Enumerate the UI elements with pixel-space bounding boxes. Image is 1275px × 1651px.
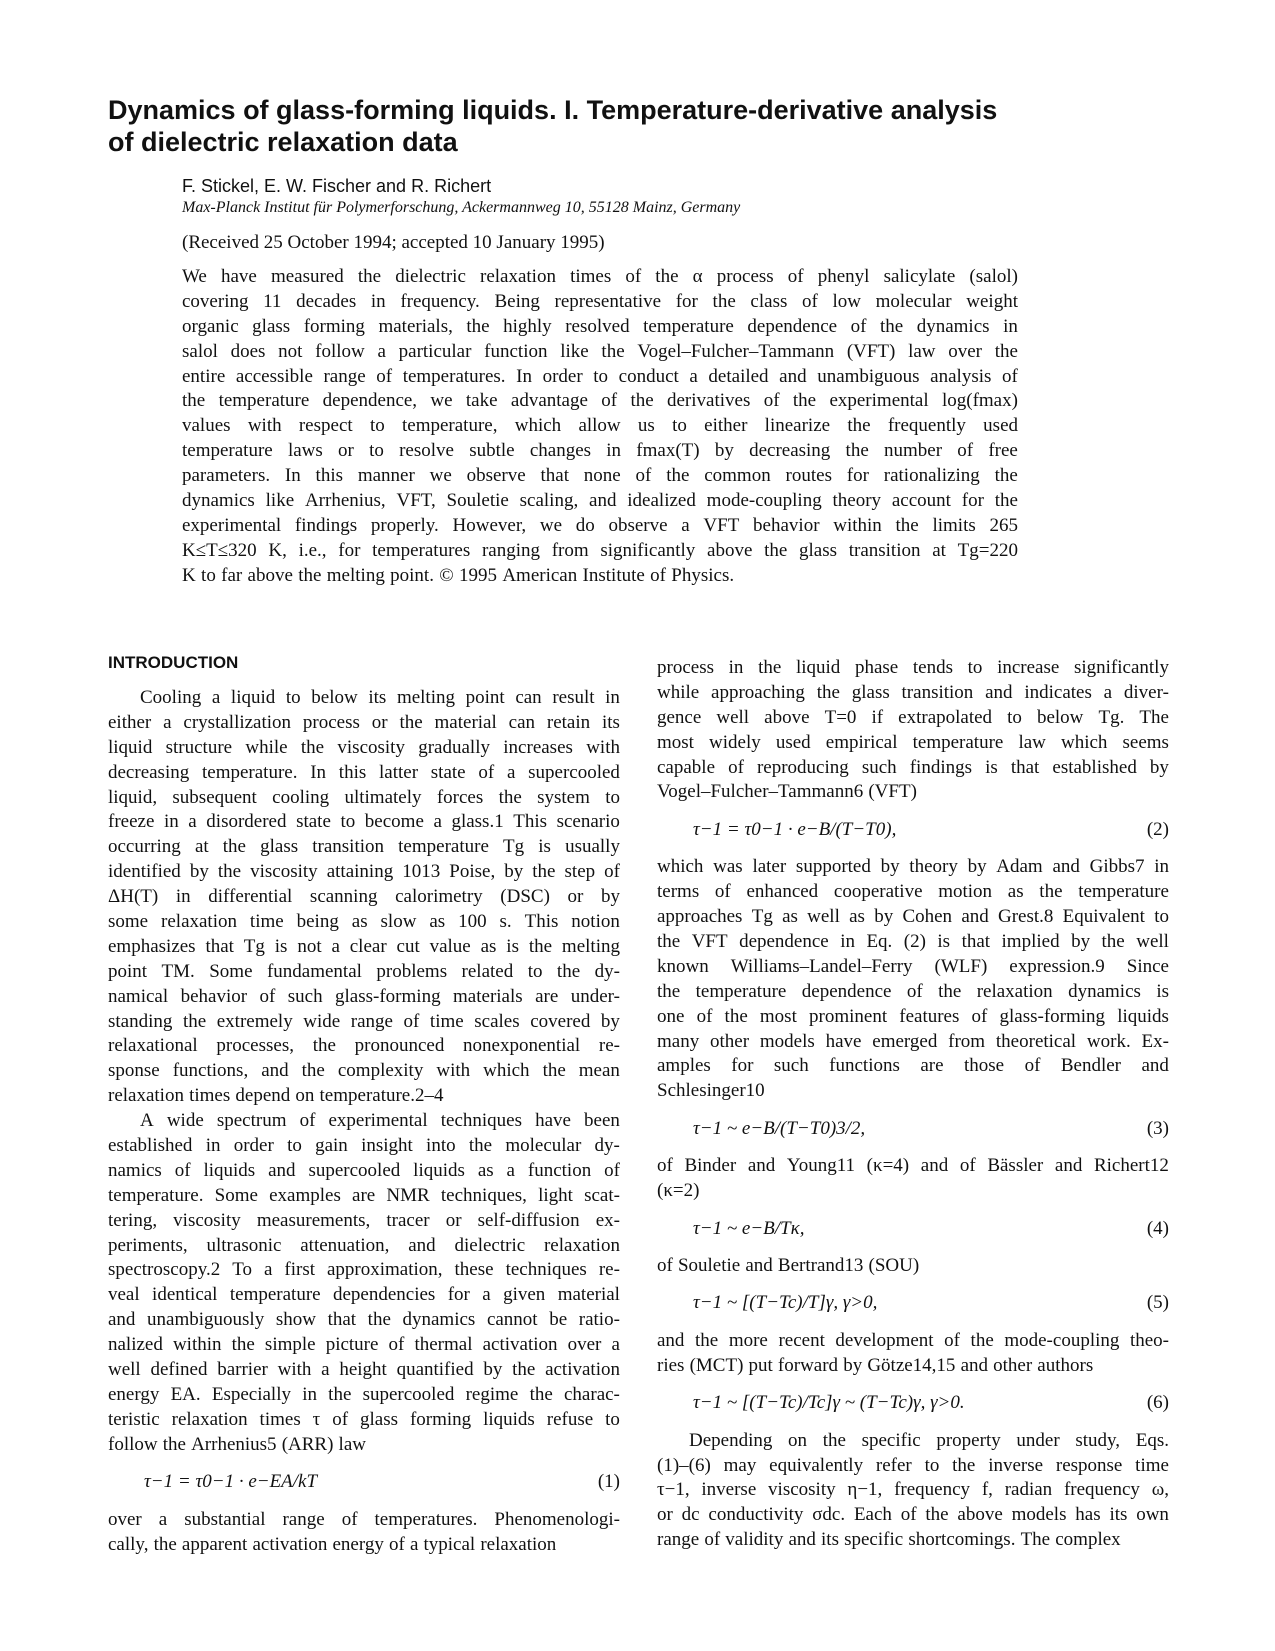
equation (108, 1458, 620, 1508)
text-line: gence well above T=0 if extrapolated to below Tg. The (657, 706, 1169, 728)
text-line: process in the liquid phase tends to increase significantly (657, 657, 1169, 678)
text-line: periments, ultrasonic attenuation, and dielectric relaxation (108, 1234, 620, 1256)
text-line: and the more recent development of the mode-coupling theo- (657, 1329, 1169, 1351)
equation (657, 1204, 1169, 1254)
text-line: namical behavior of such glass-forming materials are under- (108, 985, 620, 1007)
text-line: temperature. Some examples are NMR techniques, light scat- (108, 1184, 620, 1206)
text-line: sponse functions, and the complexity with which the mean (108, 1060, 620, 1082)
text-line: nalized within the simple picture of thermal activation over a (108, 1334, 620, 1356)
text-line: Vogel–Fulcher–Tammann6 (VFT) (657, 781, 917, 803)
text-line: range of validity and its specific shortcomings. The complex (657, 1529, 1121, 1551)
text-line: liquid structure while the viscosity gradually increases with (108, 736, 620, 758)
abstract (182, 265, 1018, 589)
equation-number: (4) (1146, 1217, 1169, 1239)
text-line: of Binder and Young11 (κ=4) and of Bässler and Richert12 (657, 1155, 1169, 1177)
equation-number: (2) (1146, 818, 1169, 840)
text-line: Cooling a liquid to below its melting point can result in (140, 687, 620, 708)
equation-expression: τ−1 ~ [(T−Tc)/Tc]γ ~ (T−Tc)γ, γ>0. (693, 1392, 965, 1414)
text-line: (κ=2) (657, 1180, 700, 1202)
equation-expression: τ−1 = τ0−1 · e−B/(T−T0), (693, 818, 897, 840)
text-line: values with respect to temperature, which allow us to either linearize the frequently used (182, 415, 1018, 437)
text-line: capable of reproducing such findings is that established by (657, 756, 1169, 778)
text-line: the temperature dependence, we take advantage of the derivatives of the experimental log(fmax) (182, 390, 1018, 412)
text-line: amples for such functions are those of Bendler and (657, 1055, 1169, 1077)
text-line: τ−1, inverse viscosity η−1, frequency f, radian frequency ω, (657, 1479, 1169, 1501)
equation (657, 1104, 1169, 1154)
text-line: terms of enhanced cooperative motion as the temperature (657, 881, 1169, 903)
text-line: (1)–(6) may equivalently refer to the inverse response time (657, 1454, 1169, 1476)
text-line: energy EA. Especially in the supercooled regime the charac- (108, 1383, 620, 1405)
equation (657, 805, 1169, 855)
equation-expression: τ−1 ~ e−B/Tκ, (693, 1217, 805, 1239)
equation-number: (6) (1146, 1392, 1169, 1414)
equation-number: (3) (1146, 1117, 1169, 1139)
equation-expression: τ−1 ~ [(T−Tc)/T]γ, γ>0, (693, 1292, 878, 1314)
text-line: relaxation times depend on temperature.2–4 (108, 1085, 444, 1107)
text-line: well defined barrier with a height quantified by the activation (108, 1359, 620, 1381)
text-line: Schlesinger10 (657, 1080, 765, 1102)
text-line: most widely used empirical temperature law which seems (657, 731, 1169, 753)
text-line: liquid, subsequent cooling ultimately forces the system to (108, 786, 620, 808)
equation (657, 1379, 1169, 1429)
text-line: We have measured the dielectric relaxation times of the α process of phenyl salicylate (salol) (182, 266, 1018, 287)
text-line: veal identical temperature dependencies for a given material (108, 1284, 620, 1306)
text-line: tering, viscosity measurements, tracer or self-diffusion ex- (108, 1209, 620, 1231)
text-line: K to far above the melting point. © 1995 American Institute of Physics. (182, 564, 735, 586)
text-line: emphasizes that Tg is not a clear cut value as is the melting (108, 935, 620, 957)
text-line: many other models have emerged from theoretical work. Ex- (657, 1030, 1169, 1052)
text-line: K≤T≤320 K, i.e., for temperatures ranging from significantly above the glass transition at Tg=220 (182, 539, 1018, 561)
text-line: the VFT dependence in Eq. (2) is that implied by the well (657, 931, 1169, 953)
text-line: experimental findings properly. However, we do observe a VFT behavior within the limits 265 (182, 514, 1018, 536)
authors: F. Stickel, E. W. Fischer and R. Richert (182, 176, 492, 196)
text-line: entire accessible range of temperatures. In order to conduct a detailed and unambiguous analysis of (182, 365, 1018, 387)
equation (657, 1279, 1169, 1329)
text-line: point TM. Some fundamental problems related to the dy- (108, 960, 620, 982)
text-line: of Souletie and Bertrand13 (SOU) (657, 1255, 920, 1277)
text-line: occurring at the glass transition temperature Tg is usually (108, 836, 620, 858)
text-line: standing the extremely wide range of time scales covered by (108, 1010, 620, 1032)
text-line: temperature laws or to resolve subtle changes in fmax(T) by decreasing the number of free (182, 440, 1018, 462)
section-heading: INTRODUCTION (108, 653, 239, 672)
text-line: the temperature dependence of the relaxation dynamics is (657, 980, 1169, 1002)
text-line: one of the most prominent features of glass-forming liquids (657, 1005, 1169, 1027)
paper-title (108, 94, 1108, 158)
equation-expression: τ−1 ~ e−B/(T−T0)3/2, (693, 1117, 866, 1139)
text-line: which was later supported by theory by Adam and Gibbs7 in (657, 856, 1169, 878)
received-dates: (Received 25 October 1994; accepted 10 January 1995) (182, 232, 605, 253)
right-column (657, 656, 1169, 1553)
text-line: over a substantial range of temperatures. Phenomenologi- (108, 1508, 620, 1530)
text-line: established in order to gain insight into the molecular dy- (108, 1135, 620, 1157)
title-line: of dielectric relaxation data (108, 127, 458, 157)
text-line: freeze in a disordered state to become a glass.1 This scenario (108, 811, 620, 833)
text-line: teristic relaxation times τ of glass forming liquids refuse to (108, 1408, 620, 1430)
text-line: dynamics like Arrhenius, VFT, Souletie scaling, and idealized mode-coupling theory account for the (182, 490, 1018, 512)
text-line: ΔH(T) in differential scanning calorimetry (DSC) or by (108, 886, 620, 908)
text-line: A wide spectrum of experimental techniques have been (140, 1110, 620, 1132)
equation-number: (5) (1146, 1292, 1169, 1314)
text-line: organic glass forming materials, the highly resolved temperature dependence of the dynamics in (182, 315, 1018, 337)
equation-expression: τ−1 = τ0−1 · e−EA/kT (144, 1471, 318, 1493)
text-line: parameters. In this manner we observe that none of the common routes for rationalizing the (182, 465, 1018, 487)
text-line: namics of liquids and supercooled liquids as a function of (108, 1159, 620, 1181)
equation-number: (1) (597, 1471, 620, 1493)
text-line: follow the Arrhenius5 (ARR) law (108, 1433, 366, 1455)
text-line: approaches Tg as well as by Cohen and Grest.8 Equivalent to (657, 906, 1169, 928)
text-line: salol does not follow a particular function like the Vogel–Fulcher–Tammann (VFT) law over the (182, 340, 1018, 362)
text-line: cally, the apparent activation energy of a typical relaxation (108, 1533, 557, 1555)
affiliation: Max-Planck Institut für Polymerforschung, Ackermannweg 10, 55128 Mainz, Germany (182, 199, 741, 216)
left-column (108, 686, 620, 1557)
text-line: while approaching the glass transition and indicates a diver- (657, 681, 1169, 703)
text-line: decreasing temperature. In this latter state of a supercooled (108, 761, 620, 783)
text-line: relaxational processes, the pronounced nonexponential re- (108, 1035, 620, 1057)
text-line: known Williams–Landel–Ferry (WLF) expression.9 Since (657, 955, 1169, 977)
text-line: or dc conductivity σdc. Each of the above models has its own (657, 1504, 1169, 1526)
text-line: Depending on the specific property under study, Eqs. (689, 1429, 1169, 1451)
text-line: covering 11 decades in frequency. Being representative for the class of low molecular weight (182, 290, 1018, 312)
text-line: spectroscopy.2 To a first approximation, these techniques re- (108, 1259, 620, 1281)
text-line: some relaxation time being as slow as 100 s. This notion (108, 911, 620, 933)
text-line: identified by the viscosity attaining 1013 Poise, by the step of (108, 861, 620, 883)
title-line: Dynamics of glass-forming liquids. I. Temperature-derivative analysis (108, 95, 998, 125)
text-line: either a crystallization process or the material can retain its (108, 711, 620, 733)
text-line: and unambiguously show that the dynamics cannot be ratio- (108, 1309, 620, 1331)
text-line: ries (MCT) put forward by Götze14,15 and other authors (657, 1354, 1094, 1376)
